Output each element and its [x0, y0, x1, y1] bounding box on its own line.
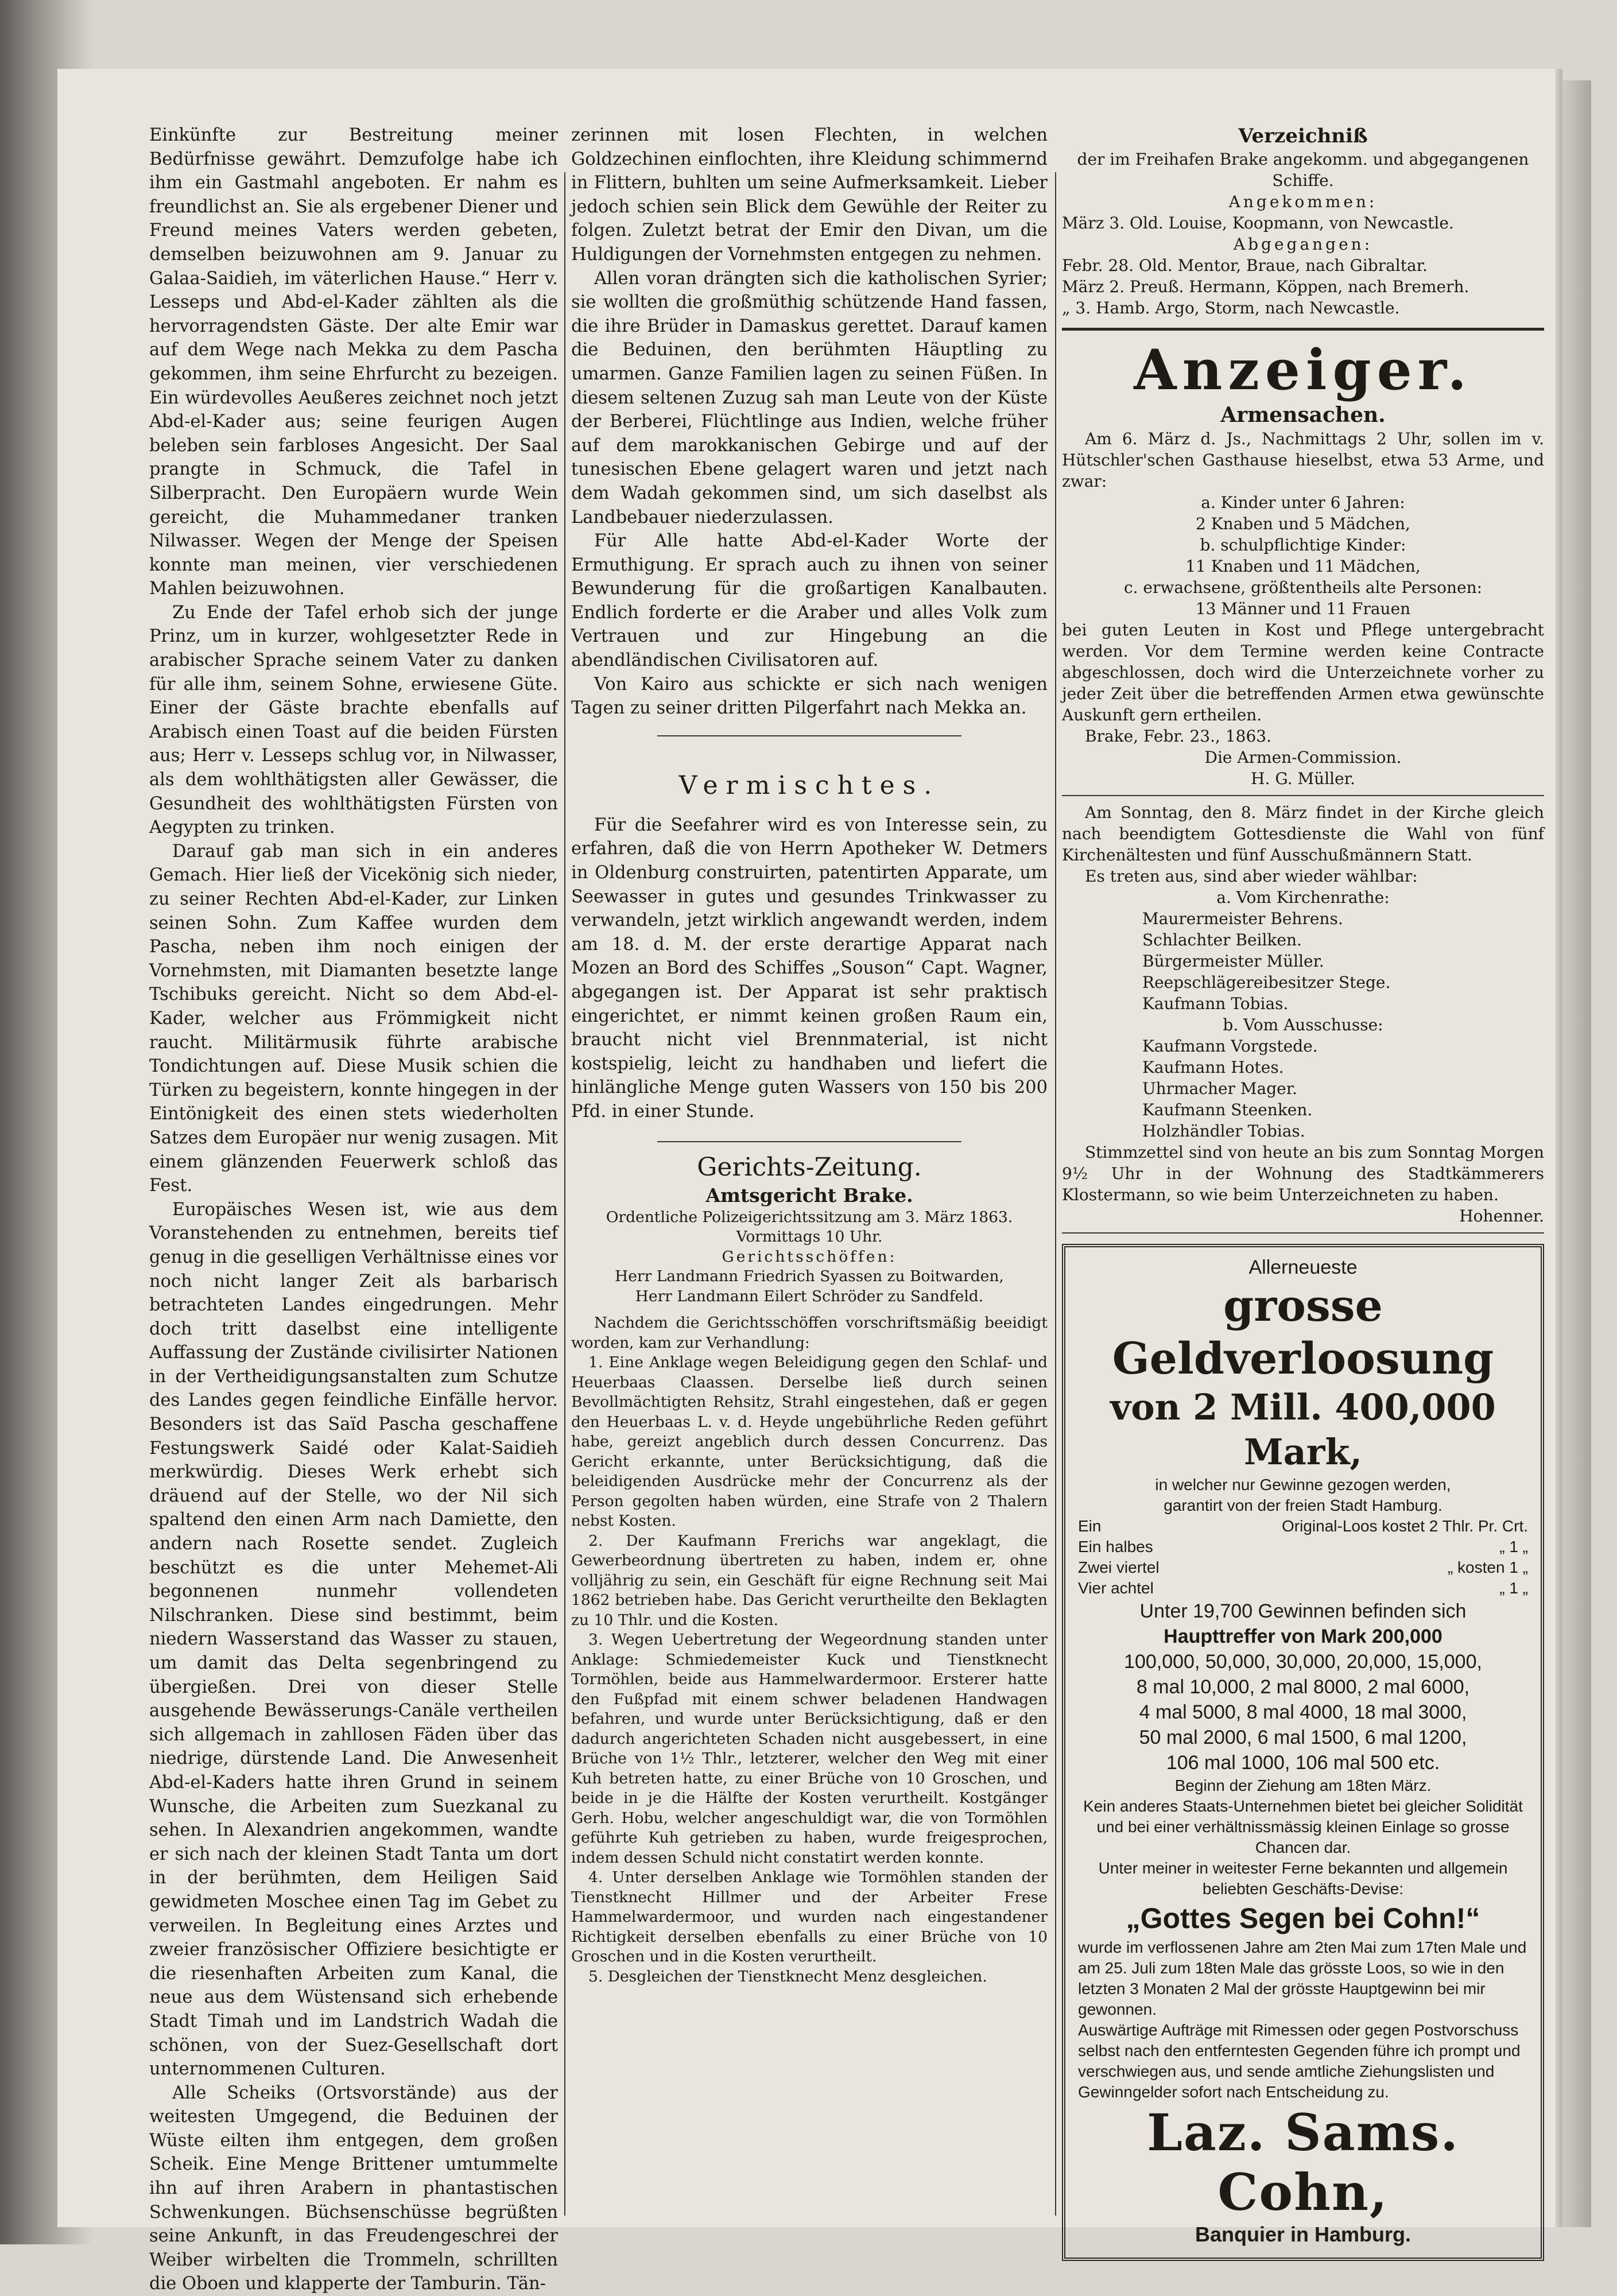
- lottery-firm-subtitle: Banquier in Hamburg.: [1195, 2223, 1412, 2246]
- armen-item: c. erwachsene, größtentheils alte Personen:: [1123, 578, 1483, 597]
- court-paragraph: 3. Wegen Uebertretung der Wegeordnung standen unter Anklage: Schmiedemeister Kuck und Tienstknecht Tormöhlen, beide aus Hammelwardermoor. Ersterer hatte den Fußpfad mit einem schwer beladenen Handwagen befahren, und wurde unter Berücksichtigung, daß er den dadurch angerichteten Schaden nicht ausgebessert, in eine Brüche von 1½ Thlr., letzterer, welcher den Weg mit einer Kuh betreten hatte, zu einer Brüche von 10 Groschen, und beide in je die Hälfte der Kosten verurtheilt. Kostgänger Gerh. Hobu, welcher angeschuldigt war, die von Tormöhlen geführte Kuh getrieben zu haben, wurde freigesprochen, indem dessen Schuld nicht constatirt werden konnte.: [571, 1631, 1048, 1867]
- lottery-prizes: 4 mal 5000, 8 mal 4000, 18 mal 3000,: [1139, 1701, 1467, 1723]
- col2-paragraph: zerinnen mit losen Flechten, in welchen Goldzechinen einflochten, ihre Kleidung schimmernd in Flittern, buhlten um seine Aufmerksamkeit. Lieber jedoch schien sein Blick dem Gewühle der Reiter zu folgen. Zuletzt betrat der Emir den Divan, um die Huldigungen der Vornehmsten entgegen zu nehmen.: [571, 125, 1048, 265]
- ships-arrived-entry: März 3. Old. Louise, Koopmann, von Newcastle.: [1062, 214, 1454, 232]
- separator: [657, 1141, 961, 1142]
- wahl-person: Kaufmann Steenken.: [1142, 1100, 1313, 1119]
- lottery-motto: „Gottes Segen bei Cohn!“: [1126, 1902, 1480, 1934]
- wahl-person: Holzhändler Tobias.: [1142, 1122, 1305, 1141]
- col1-paragraph: Europäisches Wesen ist, wie aus dem Voranstehenden zu entnehmen, bereits tief genug in die geselligen Verhältnisse eines vor noch nicht langer Zeit als barbarisch betrachteten Landes eingedrungen. Mehr doch tritt daselbst eine intelligente Auffassung der Zustände civilisirter Nationen in der Vertheidigungsanstalten zum Schutze des Landes gegen feindliche Einfälle hervor. Besonders ist das Saïd Pascha geschaffene Festungswerk Saidé oder Kalat-Saidieh merkwürdig. Dieses Werk erhebt sich dräuend auf der Stelle, wo der Nil sich spaltend den einen Arm nach Damiette, den andern nach Rosette sendet. Zugleich beschützt es die unter Mehemet-Ali begonnenen nunmehr vollendeten Nilschranken. Diese sind bestimmt, beim niedern Wasserstand das Wasser zu stauen, um damit das Delta segenbringend zu übergießen. Drei von dieser Stelle ausgehende Bewässerungs-Canäle vertheilen sich allgemach in zahllosen Fäden über das niedrige, dürstende Land. Die Anwesenheit Abd-el-Kaders hatte ihren Grund in seinem Wunsche, die Arbeiten zum Suezkanal zu sehen. In Alexandrien angekommen, wandte er sich nach der kleinen Stadt Tanta um dort in der berühmten, dem Heiligen Said gewidmeten Moschee einen Tag im Gebet zu verweilen. In Begleitung eines Arztes und zweier französischer Offiziere besichtigte er die riesenhaften Arbeiten zum Kanal, die neue aus dem Wüstensand sich erhebende Stadt Timah und im Landstrich Wadah die schönen, von der Suez-Gesellschaft dort unternommenen Culturen.: [149, 1199, 558, 2080]
- col2-paragraph: Von Kairo aus schickte er sich nach wenigen Tagen zu seiner dritten Pilgerfahrt nach Mekka an.: [571, 674, 1048, 719]
- armen-item: a. Kinder unter 6 Jahren:: [1201, 493, 1405, 512]
- lottery-text: wurde im verflossenen Jahre am 2ten Mai zum 17ten Male und am 25. Juli zum 18ten Male das grösste Loos, so wie in den letzten 3 Monaten 2 Mal der grösste Hauptgewinn bei mir gewonnen.: [1078, 1938, 1527, 2018]
- wahl-person: Bürgermeister Müller.: [1142, 952, 1324, 971]
- price-text: „ kosten 1 „: [1447, 1558, 1528, 1576]
- col1-paragraph: Alle Scheiks (Ortsvorstände) aus der weitesten Umgegend, die Beduinen der Wüste eilten ihm entgegen, dem großen Scheik. Eine Menge Brittener umtummelte ihn auf ihren Arabern in phantastischen Schwenkungen. Büchsenschüsse begrüßten seine Ankunft, in das Freudengeschrei der Weiber wirbelten die Trommeln, schrillten die Oboen und klapperte der Tamburin. Tän-: [149, 2082, 558, 2294]
- column-3: [1062, 123, 1544, 2246]
- price-label: Ein halbes: [1078, 1538, 1153, 1556]
- lottery-line: garantirt von der freien Stadt Hamburg.: [1164, 1496, 1442, 1514]
- wahl-text: Stimmzettel sind von heute an bis zum Sonntag Morgen 9½ Uhr in der Wohnung des Stadtkämmerers Klostermann, so wie beim Unterzeichneten zu haben.: [1062, 1143, 1544, 1204]
- lottery-top: Allerneueste: [1248, 1256, 1358, 1278]
- lottery-main-prize: Haupttreffer von Mark 200,000: [1164, 1626, 1442, 1647]
- court-subheading: Amtsgericht Brake.: [705, 1184, 913, 1207]
- lottery-prizes: 50 mal 2000, 6 mal 1500, 6 mal 1200,: [1139, 1727, 1467, 1748]
- armen-heading: Armensachen.: [1220, 403, 1386, 427]
- price-text: „ 1 „: [1499, 1538, 1528, 1556]
- col1-paragraph: Einkünfte zur Bestreitung meiner Bedürfnisse gewährt. Demzufolge habe ich ihm ein Gastmahl angeboten. Er nahm es freundlichst an. Sie als ergebener Diener und Freund meines Vaters werden gebeten, demselben beizuwohnen am 9. Januar zu Galaa-Saidieh, im väterlichen Hause.“ Herr v. Lesseps und Abd-el-Kader zählten als die hervorragendsten Gäste. Der alte Emir war auf dem Wege nach Mekka zu dem Pascha gekommen, ihm seine Ehrfurcht zu bezeigen. Ein würdevolles Aeußeres zeichnet noch jetzt Abd-el-Kader aus; seine feurigen Augen beleben sein farbloses Angesicht. Der Saal prangte in Schmuck, die Tafel in Silberpracht. Den Europäern wurde Wein gereicht, die Muhammedaner tranken Nilwasser. Wegen der Menge der Speisen konnte man meinen, vier verschiedenen Mahlen beizuwohnen.: [149, 125, 558, 599]
- wahl-person: Maurermeister Behrens.: [1142, 909, 1343, 928]
- column-2: [571, 123, 1048, 2198]
- separator-thick: [1062, 328, 1544, 331]
- lottery-wins: Unter 19,700 Gewinnen befinden sich: [1139, 1600, 1467, 1622]
- lottery-headline: grosse Geldverloosung: [1112, 1280, 1494, 1384]
- wahl-group-a: a. Vom Kirchenrathe:: [1216, 888, 1390, 907]
- wahl-person: Kaufmann Tobias.: [1142, 994, 1289, 1013]
- ships-heading: Verzeichniß: [1238, 125, 1368, 148]
- col1-paragraph: Zu Ende der Tafel erhob sich der junge Prinz, um in kurzer, wohlgesetzter Rede in arabischer Sprache seinem Vater zu danken für alle ihm, seinem Sohne, erwiesene Güte. Einer der Gäste brachte ebenfalls auf Arabisch einen Toast auf die beiden Fürsten aus; Herr v. Lesseps schlug vor, in Nilwasser, als dem wohlthätigsten aller Gewässer, die Gesundheit des wohlthätigsten Fürsten von Aegypten zu trinken.: [149, 602, 558, 838]
- court-paragraph: 1. Eine Anklage wegen Beleidigung gegen den Schlaf- und Heuerbaas Claassen. Derselbe ließ durch seinen Bevollmächtigten Rehsitz, Strahl eingestehen, daß er gegen den Heuerbaas L. v. d. Heyde ungebührliche Reden geführt habe, gereizt angeblich durch dessen Concurrenz. Das Gericht erkannte, unter Berücksichtigung, daß die beleidigenden Ausdrücke mehr der Concurrenz als der Person gegolten haben würden, eine Strafe von 2 Thalern nebst Kosten.: [571, 1353, 1048, 1530]
- court-juror: Herr Landmann Friedrich Syassen zu Boitwarden,: [615, 1267, 1004, 1286]
- wahl-signature: Hohenner.: [1459, 1207, 1544, 1225]
- lottery-line: in welcher nur Gewinne gezogen werden,: [1155, 1476, 1451, 1494]
- separator: [1062, 1232, 1544, 1234]
- court-heading: Gerichts-Zeitung.: [697, 1152, 922, 1182]
- newspaper-page: [57, 69, 1556, 2294]
- wahl-person: Reepschlägereibesitzer Stege.: [1142, 973, 1391, 992]
- column-rule-2: [1055, 172, 1056, 2216]
- armen-signature: H. G. Müller.: [1251, 769, 1355, 788]
- court-paragraph: 4. Unter derselben Anklage wie Tormöhlen standen der Tienstknecht Hillmer und der Arbeiter Frese Hammelwardermoor, und wurden nach eingestandener Richtigkeit derselben ebenfalls zu einer Brüche von 10 Groschen und in die Kosten verurtheilt.: [571, 1868, 1048, 1966]
- ships-departed-label: Abgegangen:: [1233, 235, 1373, 254]
- col2-paragraph: Allen voran drängten sich die katholischen Syrier; sie wollten die großmüthig schützende Hand fassen, die ihre Brüder in Damaskus gerettet. Darauf kamen die Beduinen, den berühmten Häuptling zu umarmen. Ganze Familien lagen zu seinen Füßen. In diesem seltenen Zuzug sah man Leute von der Küste der Berberei, Flüchtlinge aus Indien, welche früher auf dem marokkanischen Gebirge und auf der tunesischen Ebene gelagert waren und jetzt nach dem Wadah gekommen sind, um sich daselbst als Landbebauer niederzulassen.: [571, 268, 1048, 528]
- column-1: [149, 123, 558, 2294]
- lottery-prizes: 8 mal 10,000, 2 mal 8000, 2 mal 6000,: [1136, 1676, 1470, 1698]
- lottery-prizes: 100,000, 50,000, 30,000, 20,000, 15,000,: [1124, 1651, 1482, 1673]
- price-label: Ein: [1078, 1517, 1102, 1535]
- separator: [1062, 795, 1544, 796]
- vermischtes-paragraph: Für die Seefahrer wird es von Interesse sein, zu erfahren, daß die von Herrn Apotheker W. Detmers in Oldenburg construirten, patentirten Apparate, um Seewasser in gutes und gesundes Trinkwasser zu verwandeln, jetzt wirklich angewandt werden, indem am 18. d. M. der erste derartige Apparat nach Mozen an Bord des Schiffes „Souson“ Capt. Wagner, abgegangen ist. Der Apparat ist sehr praktisch eingerichtet, er nimmt keinen großen Raum ein, braucht nicht viel Brennmaterial, ist nicht kostspielig, leicht zu handhaben und liefert die hinlängliche Menge guten Wassers von 150 bis 200 Pfd. in einer Stunde.: [571, 815, 1048, 1122]
- court-paragraph: 5. Desgleichen der Tienstknecht Menz desgleichen.: [588, 1967, 987, 1985]
- col2-paragraph: Für Alle hatte Abd-el-Kader Worte der Ermuthigung. Er sprach auch zu ihnen von seiner Bewunderung für die großartigen Kanalbauten. Endlich forderte er die Araber und alles Volk zum Vertrauen und zur Hingebung an die abendländischen Civilisatoren auf.: [571, 531, 1048, 671]
- price-label: Zwei viertel: [1078, 1558, 1160, 1576]
- price-text: Original-Loos kostet 2 Thlr. Pr. Crt.: [1282, 1517, 1528, 1535]
- armen-item: 2 Knaben und 5 Mädchen,: [1196, 514, 1410, 533]
- lottery-firm: Laz. Sams. Cohn,: [1146, 2103, 1459, 2222]
- price-text: „ 1 „: [1499, 1579, 1528, 1597]
- separator: [657, 735, 961, 736]
- page-edge: [1557, 80, 1591, 2227]
- armen-date: Brake, Febr. 23., 1863.: [1085, 727, 1271, 746]
- col1-paragraph: Darauf gab man sich in ein anderes Gemach. Hier ließ der Vicekönig sich nieder, zu seiner Rechten Abd-el-Kader, zur Linken seinen Sohn. Zum Kaffee wurden dem Pascha, neben ihm noch einigen der Vornehmsten, mit Diamanten besetzte lange Tschibuks gereicht. Nicht so dem Abd-el-Kader, welcher aus Frömmigkeit nicht raucht. Militärmusik führte arabische Tondichtungen auf. Diese Musik schien die Türken zu begeistern, konnte hingegen in der Eintönigkeit des einen stets wiederholten Satzes dem Europäer nur wenig zusagen. Mit einem glänzenden Feuerwerk schloß das Fest.: [149, 841, 558, 1196]
- lottery-text: Kein anderes Staats-Unternehmen bietet bei gleicher Solidität und bei einer verhältnissmässig kleinen Einlage so grosse Chancen dar.: [1083, 1797, 1523, 1856]
- column-rule-1: [564, 172, 565, 2216]
- armen-signature: Die Armen-Commission.: [1204, 748, 1402, 767]
- lottery-text: Auswärtige Aufträge mit Rimessen oder gegen Postvorschuss selbst nach den entferntesten Gegenden führe ich prompt und verschwiegen aus, und sende amtliche Ziehungslisten und Gewinngelder sofort nach Entscheidung zu.: [1078, 2021, 1521, 2101]
- wahl-person: Kaufmann Vorgstede.: [1142, 1037, 1318, 1056]
- armen-text: bei guten Leuten in Kost und Pflege untergebracht werden. Vor dem Termine werden keine Contracte abgeschlossen, doch wird die Unterzeichnete vorher zu jeder Zeit über die betreffenden Armen etwa gewünschte Auskunft gern ertheilen.: [1062, 620, 1544, 724]
- court-paragraph: 2. Der Kaufmann Frerichs war angeklagt, die Gewerbeordnung übertreten zu haben, indem er, ohne volljährig zu sein, ein Geschäft für eigne Rechnung seit Mai 1862 betrieben habe. Das Gericht verurtheilte den Beklagten zu 10 Thlr. und die Kosten.: [571, 1531, 1048, 1629]
- wahl-person: Kaufmann Hotes.: [1142, 1058, 1284, 1077]
- wahl-text: Am Sonntag, den 8. März findet in der Kirche gleich nach beendigtem Gottesdienste die Wahl von fünf Kirchenältesten und fünf Ausschußmännern Statt.: [1062, 803, 1544, 864]
- armen-intro: Am 6. März d. Js., Nachmittags 2 Uhr, sollen im v. Hütschler'schen Gasthause hieselbst, etwa 53 Arme, und zwar:: [1062, 429, 1544, 491]
- ships-arrived-label: Angekommen:: [1228, 192, 1378, 211]
- wahl-intro: Es treten aus, sind aber wieder wählbar:: [1085, 867, 1418, 886]
- court-paragraph: Nachdem die Gerichtsschöffen vorschriftsmäßig beeidigt worden, kam zur Verhandlung:: [571, 1314, 1048, 1352]
- ships-departed-entry: März 2. Preuß. Hermann, Köppen, nach Bremerh.: [1062, 277, 1469, 296]
- lottery-prizes: 106 mal 1000, 106 mal 500 etc.: [1166, 1752, 1440, 1774]
- court-session: Ordentliche Polizeigerichtssitzung am 3. März 1863.: [606, 1208, 1013, 1226]
- lottery-text: Unter meiner in weitester Ferne bekannten und allgemein beliebten Geschäfts-Devise:: [1098, 1859, 1508, 1898]
- wahl-person: Schlachter Beilken.: [1142, 930, 1302, 949]
- wahl-group-b: b. Vom Ausschusse:: [1223, 1015, 1383, 1034]
- lottery-advertisement: [1062, 1244, 1544, 2261]
- lottery-begin: Beginn der Ziehung am 18ten März.: [1174, 1777, 1432, 1794]
- armen-item: b. schulpflichtige Kinder:: [1200, 536, 1406, 554]
- lottery-amount: von 2 Mill. 400,000 Mark,: [1110, 1386, 1496, 1473]
- court-time: Vormittags 10 Uhr.: [736, 1228, 883, 1246]
- anzeiger-heading: Anzeiger.: [1134, 338, 1472, 402]
- ships-departed-entry: „ 3. Hamb. Argo, Storm, nach Newcastle.: [1062, 298, 1400, 317]
- court-jurors-label: Gerichtsschöffen:: [722, 1247, 897, 1266]
- court-juror: Herr Landmann Eilert Schröder zu Sandfeld.: [635, 1287, 984, 1305]
- vermischtes-heading: Vermischtes.: [678, 770, 940, 800]
- ships-departed-entry: Febr. 28. Old. Mentor, Braue, nach Gibraltar.: [1062, 256, 1428, 275]
- armen-item: 11 Knaben und 11 Mädchen,: [1185, 557, 1421, 576]
- wahl-person: Uhrmacher Mager.: [1142, 1079, 1297, 1098]
- armen-item: 13 Männer und 11 Frauen: [1195, 599, 1411, 618]
- ships-subheading: der im Freihafen Brake angekomm. und abgegangenen Schiffe.: [1077, 150, 1529, 190]
- price-label: Vier achtel: [1078, 1579, 1154, 1597]
